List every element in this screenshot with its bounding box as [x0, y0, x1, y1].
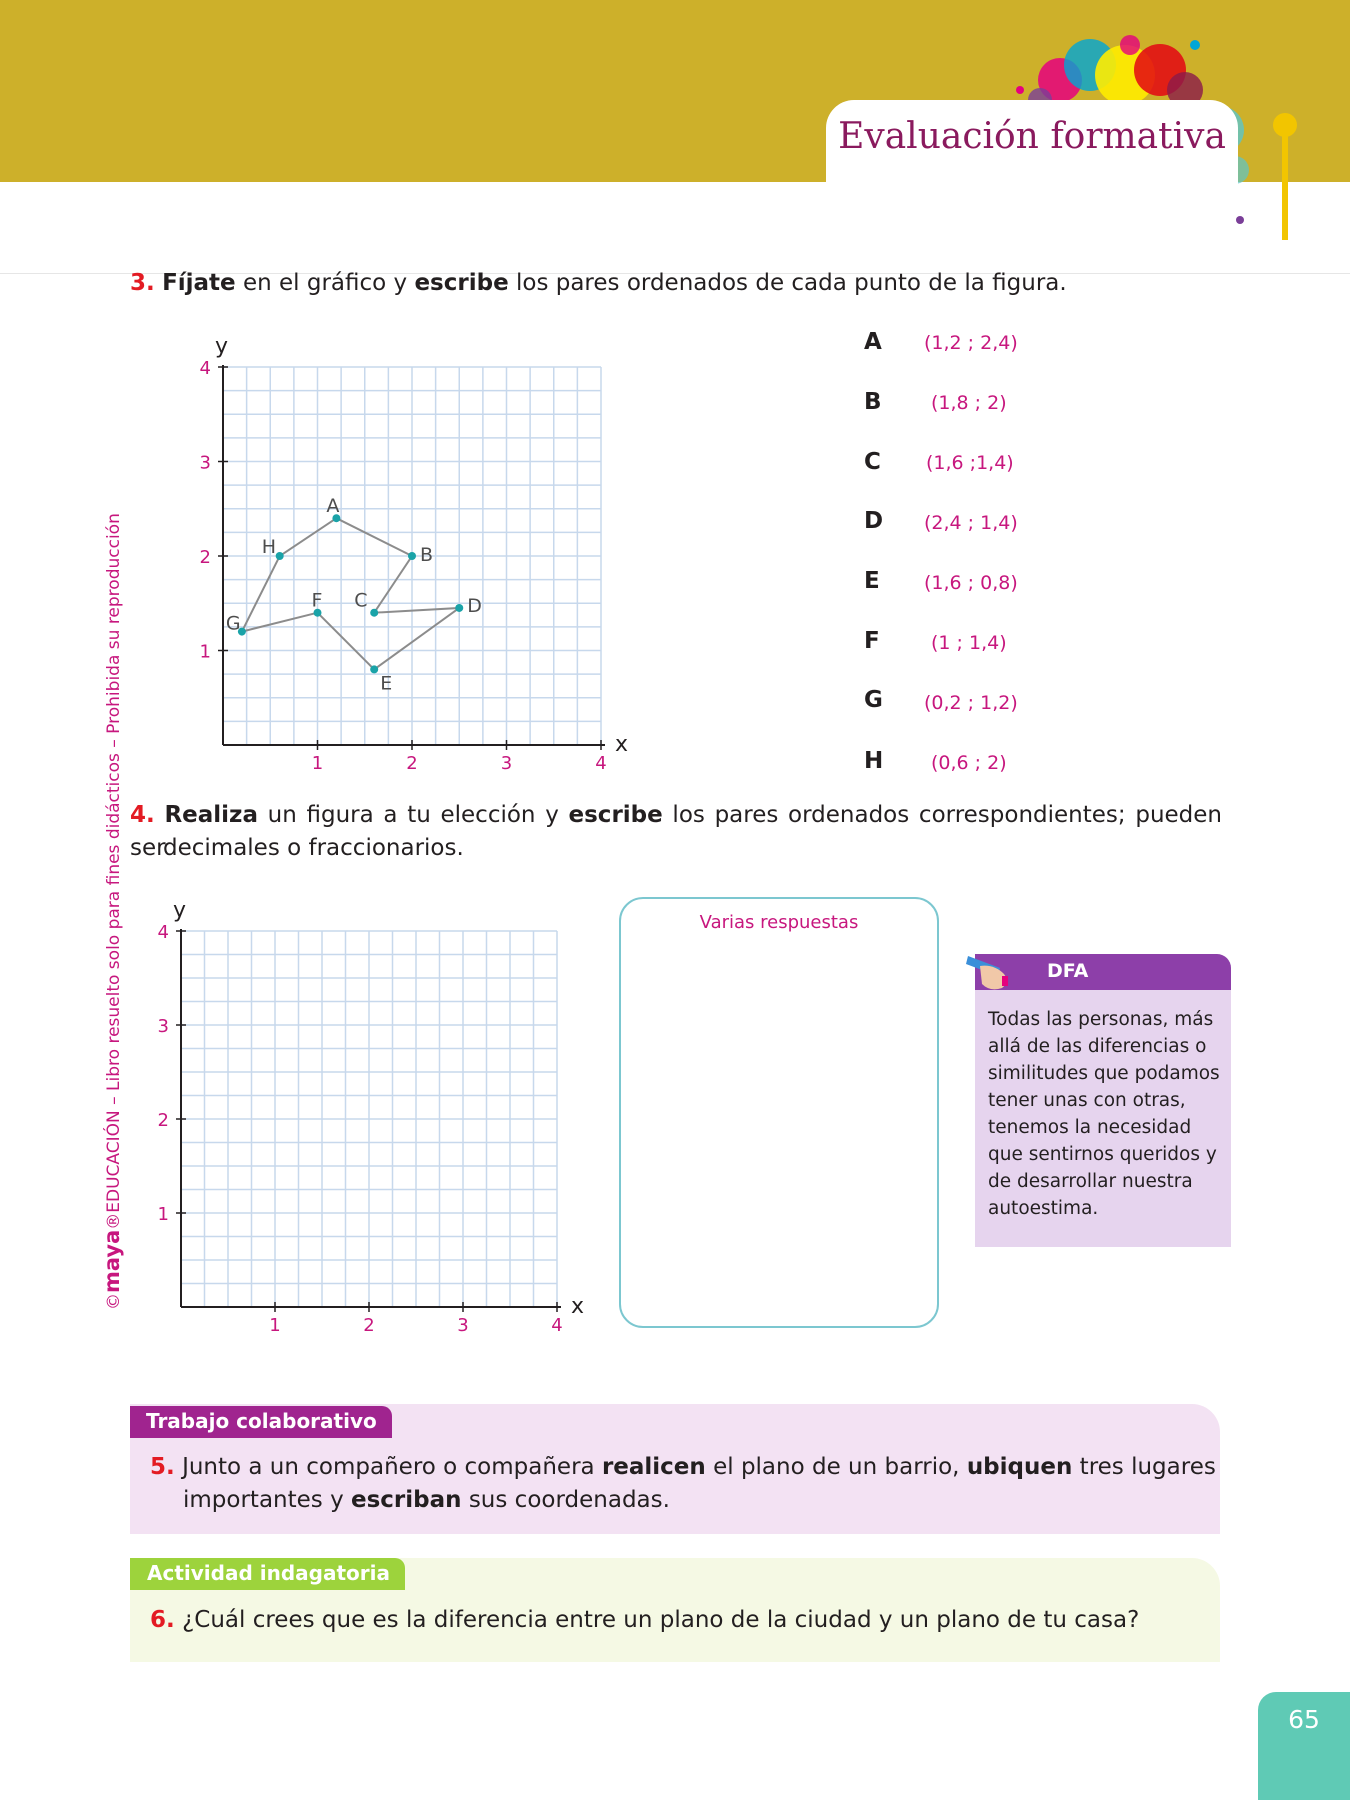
exercise-4-statement-line-2: decimales o fraccionarios. [163, 835, 464, 861]
page-title: Evaluación formativa [838, 116, 1226, 157]
keyword: Fíjate [162, 270, 236, 296]
keyword: escriban [351, 1487, 462, 1513]
x-tick-label: 2 [363, 1315, 375, 1336]
keyword: Realiza [164, 802, 258, 828]
side-note-text: EDUCACIÓN – Libro resuelto solo para fines didácticos – Prohibida su reproducción [104, 513, 124, 1213]
answer-label: D [864, 508, 884, 534]
exercise-number: 6. [150, 1607, 175, 1633]
point-label: B [420, 544, 434, 566]
point-label: D [467, 594, 482, 617]
exercise-number: 5. [150, 1454, 175, 1480]
statement-text: los pares ordenados correspondientes; pueden ser [130, 802, 1222, 861]
statement-text: sus coordenadas. [461, 1487, 670, 1513]
answer-label: B [864, 389, 882, 415]
y-axis-label: y [173, 898, 187, 923]
statement-text: tres lugares [1072, 1454, 1216, 1480]
exercise-5-statement [150, 1451, 1216, 1484]
answer-label: E [864, 568, 880, 594]
point-label: G [225, 612, 241, 635]
y-tick-label: 1 [199, 641, 211, 663]
answer-label: G [864, 687, 883, 713]
x-tick-label: 3 [457, 1315, 469, 1336]
keyword: escribe [568, 802, 663, 828]
statement-text: ¿Cuál crees que es la diferencia entre un plano de la ciudad y un plano de tu casa? [182, 1607, 1140, 1633]
x-tick-label: 4 [595, 753, 607, 774]
answer-value: (2,4 ; 1,4) [924, 512, 1018, 534]
x-tick-label: 1 [269, 1315, 281, 1336]
answer-value: (0,2 ; 1,2) [924, 692, 1018, 714]
y-tick-label: 2 [199, 547, 211, 568]
exercise-number: 3. [130, 270, 155, 296]
y-tick-label: 4 [199, 358, 211, 379]
dfa-text: Todas las personas, más allá de las diferencias o similitudes que podamos tener unas con otras, tenemos la necesidad que sentirnos queridos y de desarrollar nuestra autoestima. [988, 1009, 1220, 1219]
statement-text: el plano de un barrio, [705, 1454, 967, 1480]
page-number: 65 [1288, 1705, 1320, 1734]
point-label: A [326, 495, 340, 518]
keyword: ubiquen [966, 1454, 1073, 1480]
statement-text: los pares ordenados de cada punto de la figura. [508, 270, 1067, 296]
keyword: realicen [601, 1454, 706, 1480]
dfa-title: DFA [1047, 960, 1089, 982]
inquiry-activity-title: Actividad indagatoria [147, 1561, 390, 1585]
x-tick-label: 4 [551, 1315, 563, 1336]
exercise-5-statement-line-2 [183, 1484, 670, 1517]
answer-value: (1,8 ; 2) [931, 392, 1007, 414]
answer-box[interactable] [619, 897, 939, 1328]
answer-value: (1,6 ;1,4) [926, 452, 1014, 474]
y-tick-label: 2 [157, 1110, 169, 1131]
statement-text: Junto a un compañero o compañera [182, 1454, 602, 1480]
statement-text: en el gráfico y [235, 270, 415, 296]
exercise-number: 4. [130, 802, 155, 828]
answer-value: (1 ; 1,4) [931, 632, 1007, 654]
exercise-6-statement [150, 1604, 1139, 1637]
statement-text: un figura a tu elección y [257, 802, 569, 828]
x-axis-label: x [615, 732, 629, 757]
answer-label: C [864, 449, 881, 475]
answer-value: (1,6 ; 0,8) [924, 572, 1018, 594]
x-tick-label: 3 [500, 753, 513, 774]
point-label: E [380, 672, 393, 695]
y-tick-label: 4 [157, 922, 169, 943]
statement-text: importantes y [183, 1487, 351, 1513]
y-tick-label: 3 [157, 1016, 169, 1037]
point-label: F [311, 589, 323, 612]
collaborative-work-title: Trabajo colaborativo [146, 1409, 377, 1433]
x-tick-label: 2 [406, 753, 418, 774]
y-tick-label: 1 [157, 1204, 169, 1225]
point-label: C [354, 589, 368, 612]
answer-label: F [864, 628, 880, 654]
point-label: H [261, 536, 276, 558]
x-tick-label: 1 [311, 753, 324, 774]
answer-note: Varias respuestas [699, 912, 859, 933]
answer-value: (1,2 ; 2,4) [924, 332, 1018, 354]
y-tick-label: 3 [199, 452, 211, 474]
answer-label: A [864, 329, 882, 355]
hand-pencil-icon [960, 946, 1040, 996]
keyword: escribe [414, 270, 509, 296]
answer-label: H [864, 748, 884, 774]
brand-logo-text: maya [100, 1229, 124, 1293]
y-axis-label: y [215, 334, 229, 359]
x-axis-label: x [571, 1294, 585, 1319]
answer-value: (0,6 ; 2) [931, 752, 1007, 774]
side-copyright-note: ©maya®EDUCACIÓN – Libro resuelto solo para fines didácticos – Prohibida su reproducción [100, 513, 124, 1310]
